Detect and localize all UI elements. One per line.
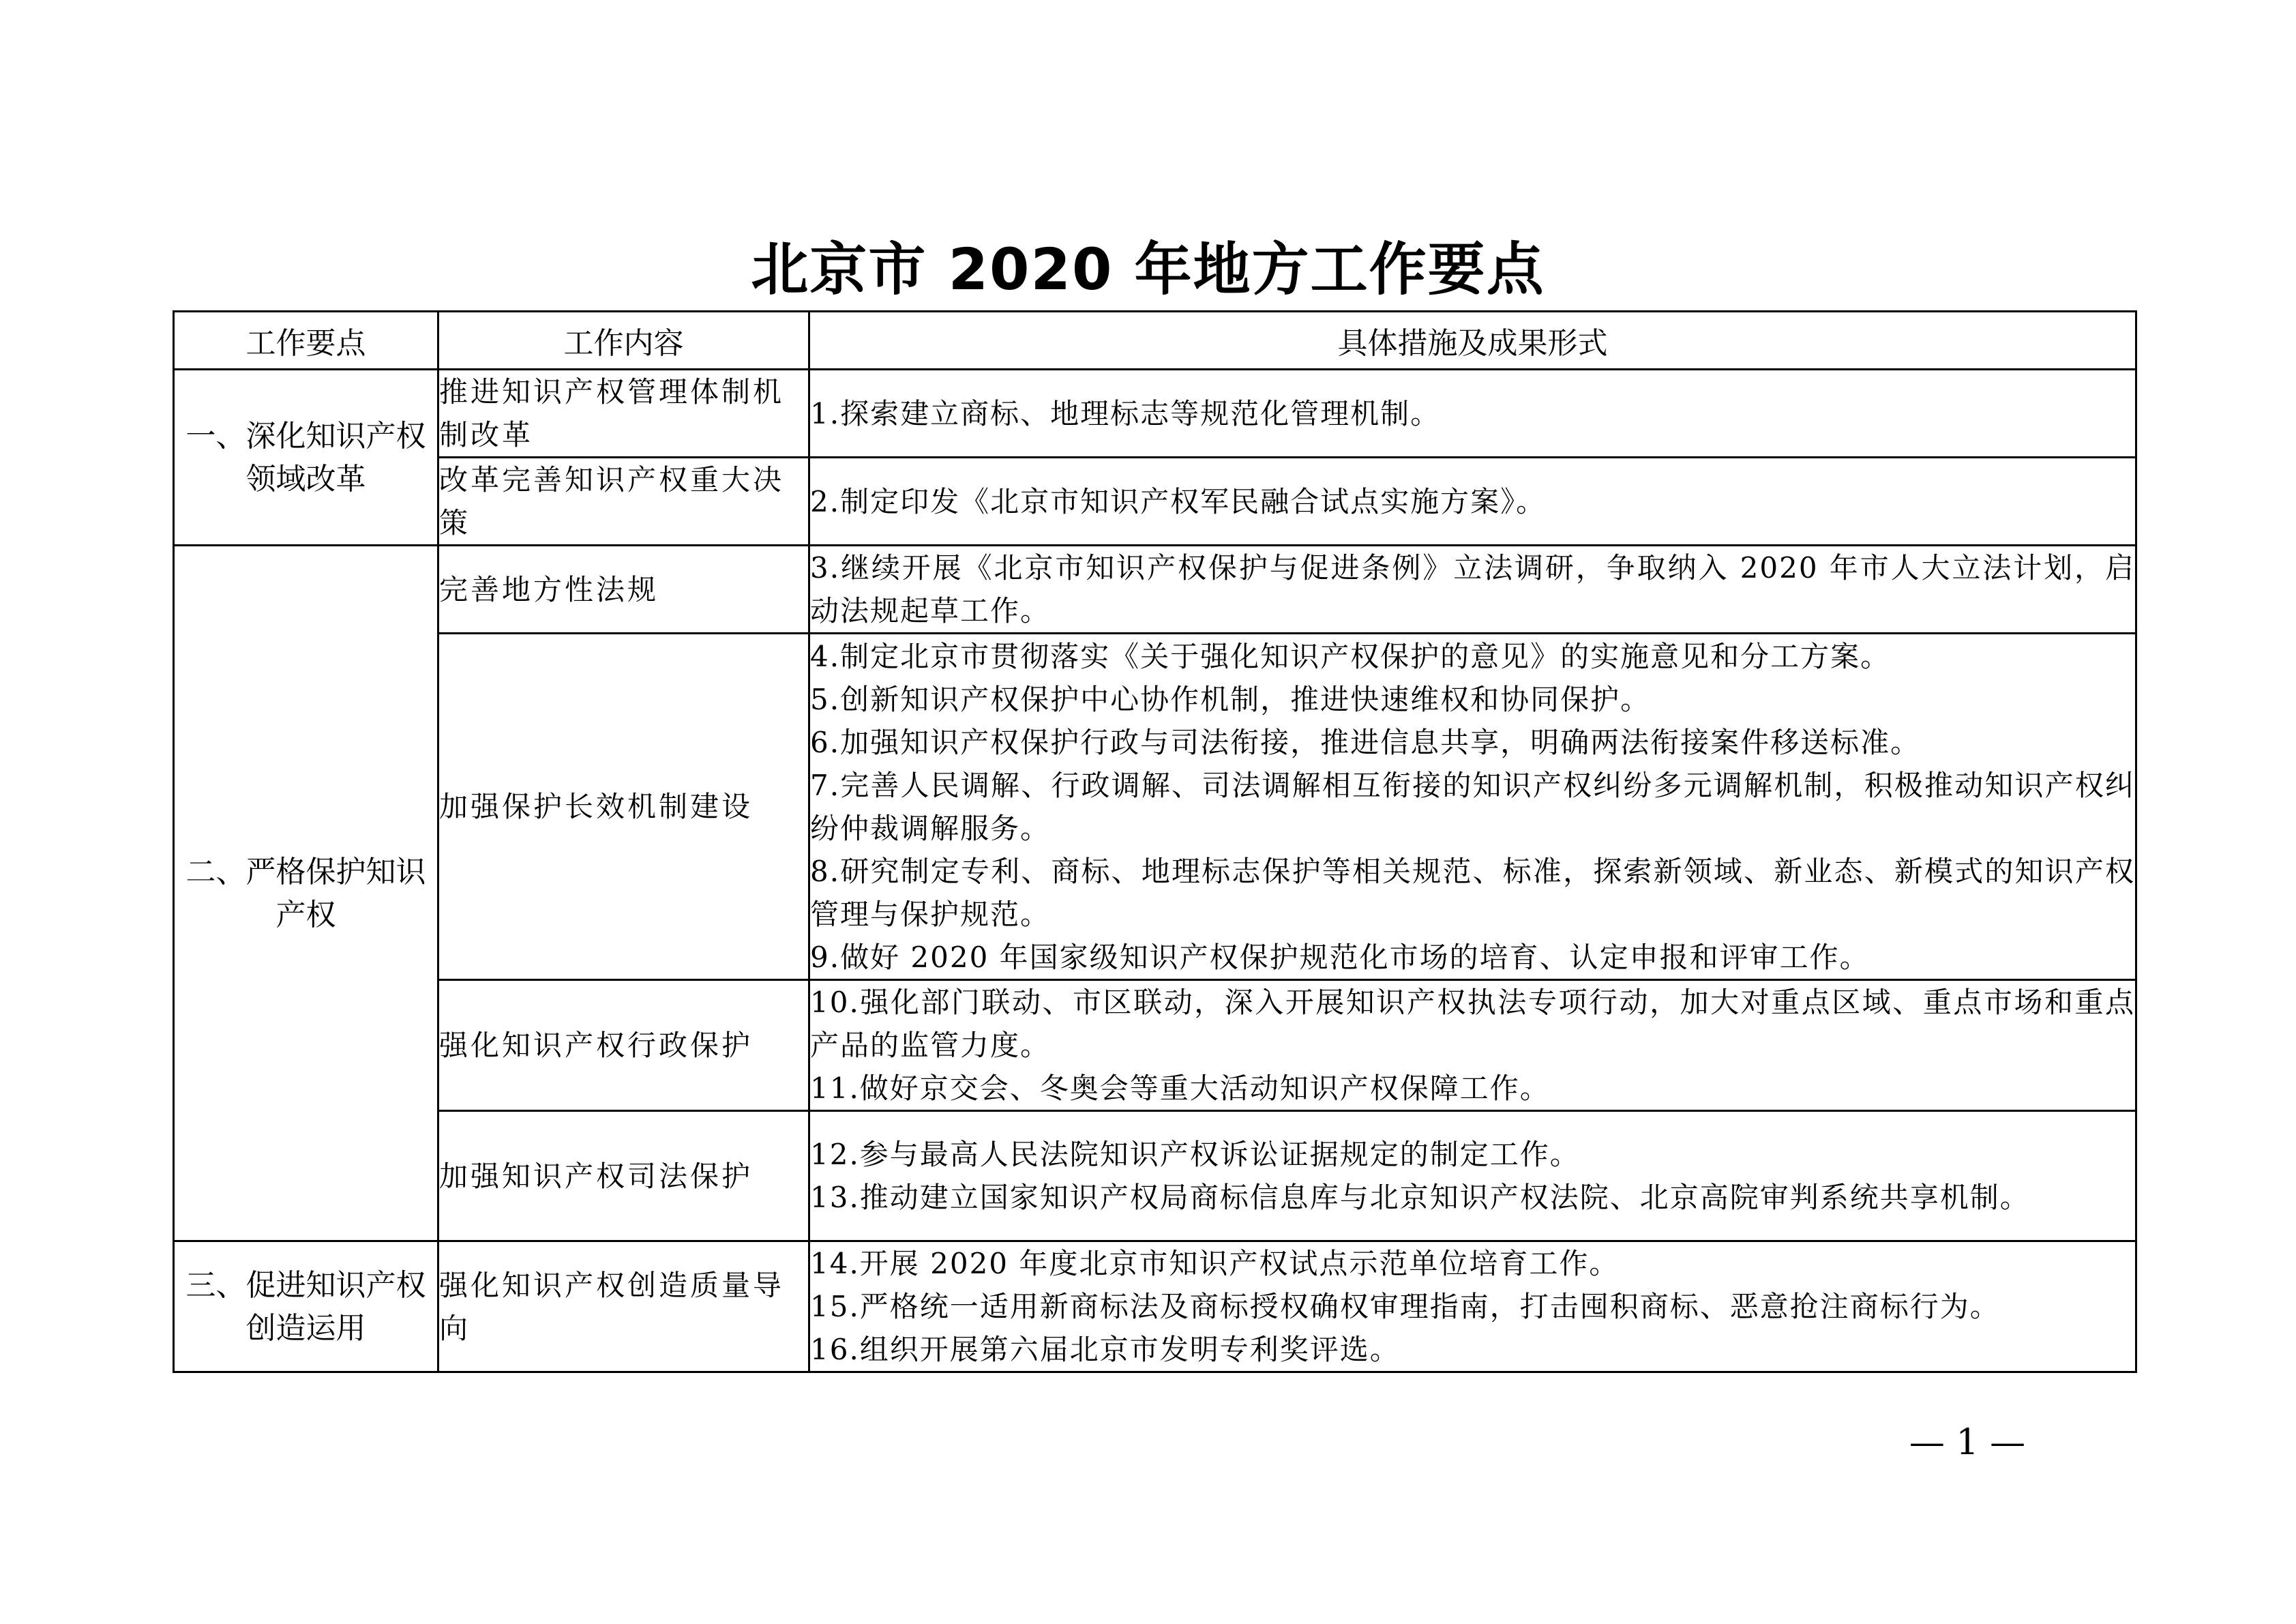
work-content-cell: 强化知识产权创造质量导向	[438, 1241, 809, 1372]
measure-item: 11.做好京交会、冬奥会等重大活动知识产权保障工作。	[810, 1072, 1550, 1105]
measure-item: 9.做好 2020 年国家级知识产权保护规范化市场的培育、认定申报和评审工作。	[810, 940, 1870, 974]
work-plan-table	[173, 310, 2137, 1373]
measure-item: 3.继续开展《北京市知识产权保护与促进条例》立法调研，争取纳入 2020 年市人大立法计划，启动法规起草工作。	[810, 551, 2135, 628]
measures-cell	[809, 1111, 2136, 1241]
measure-item: 10.强化部门联动、市区联动，深入开展知识产权执法专项行动，加大对重点区域、重点市场和重点产品的监管力度。	[810, 986, 2135, 1062]
work-point-cell: 三、促进知识产权创造运用	[174, 1241, 438, 1372]
table-row	[174, 634, 2136, 980]
measure-item: 8.研究制定专利、商标、地理标志保护等相关规范、标准，探索新领域、新业态、新模式的知识产权管理与保护规范。	[810, 854, 2135, 931]
measure-item: 15.严格统一适用新商标法及商标授权确权审理指南，打击囤积商标、恶意抢注商标行为。	[810, 1290, 2000, 1323]
measures-cell	[809, 634, 2136, 980]
measure-item: 2.制定印发《北京市知识产权军民融合试点实施方案》。	[810, 484, 1547, 518]
table-row	[174, 546, 2136, 634]
header-measures: 具体措施及成果形式	[809, 312, 2136, 370]
table-header-row	[174, 312, 2136, 370]
measures-cell	[809, 980, 2136, 1111]
table-row	[174, 458, 2136, 546]
header-work-content: 工作内容	[438, 312, 809, 370]
table-row	[174, 980, 2136, 1111]
measure-item: 16.组织开展第六届北京市发明专利奖评选。	[810, 1333, 1400, 1366]
measures-cell	[809, 458, 2136, 546]
table-row	[174, 1111, 2136, 1241]
measure-item: 7.完善人民调解、行政调解、司法调解相互衔接的知识产权纠纷多元调解机制，积极推动知识产权纠纷仲裁调解服务。	[810, 768, 2135, 845]
header-work-point: 工作要点	[174, 312, 438, 370]
measures-cell	[809, 370, 2136, 458]
work-content-cell: 改革完善知识产权重大决策	[438, 458, 809, 546]
work-point-cell: 二、严格保护知识产权	[174, 546, 438, 1241]
measure-item: 12.参与最高人民法院知识产权诉讼证据规定的制定工作。	[810, 1138, 1580, 1171]
measure-item: 14.开展 2020 年度北京市知识产权试点示范单位培育工作。	[810, 1247, 1620, 1280]
document-title: 北京市 2020 年地方工作要点	[751, 236, 1545, 303]
table-row	[174, 370, 2136, 458]
work-content-cell: 强化知识产权行政保护	[438, 980, 809, 1111]
measure-item: 13.推动建立国家知识产权局商标信息库与北京知识产权法院、北京高院审判系统共享机制。	[810, 1181, 2030, 1214]
measure-item: 6.加强知识产权保护行政与司法衔接，推进信息共享，明确两法衔接案件移送标准。	[810, 725, 1921, 759]
work-point-cell: 一、深化知识产权领域改革	[174, 370, 438, 546]
measures-cell	[809, 1241, 2136, 1372]
work-content-cell: 加强保护长效机制建设	[438, 634, 809, 980]
measure-item: 5.创新知识产权保护中心协作机制，推进快速维权和协同保护。	[810, 682, 1651, 716]
work-content-cell: 加强知识产权司法保护	[438, 1111, 809, 1241]
work-content-cell: 推进知识产权管理体制机制改革	[438, 370, 809, 458]
work-content-cell: 完善地方性法规	[438, 546, 809, 634]
table-row	[174, 1241, 2136, 1372]
measure-item: 4.制定北京市贯彻落实《关于强化知识产权保护的意见》的实施意见和分工方案。	[810, 639, 1891, 673]
measures-cell	[809, 546, 2136, 634]
page-number: — 1 —	[1909, 1422, 2026, 1463]
measure-item: 1.探索建立商标、地理标志等规范化管理机制。	[810, 396, 1441, 430]
